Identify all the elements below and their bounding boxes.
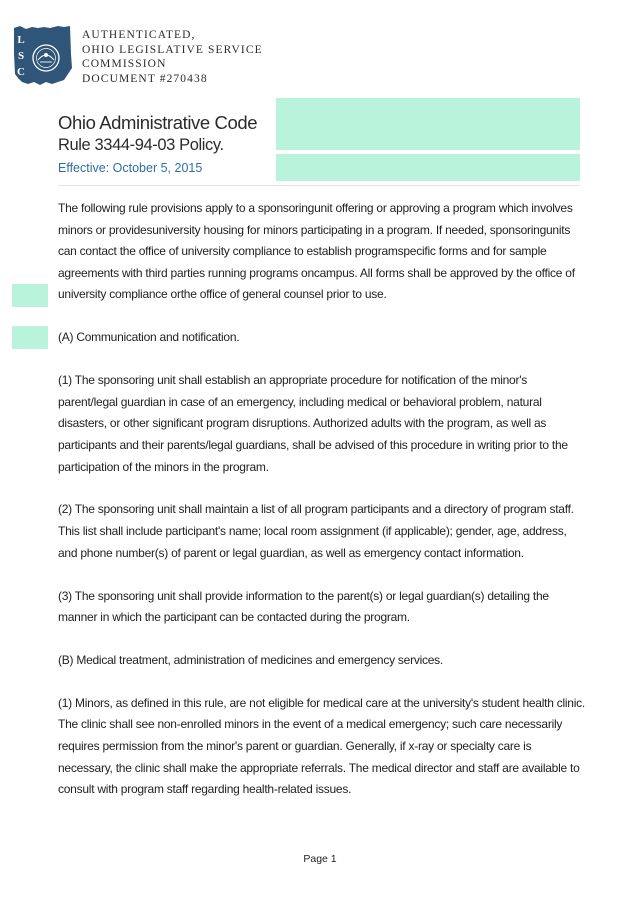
auth-line: COMMISSION — [82, 58, 167, 71]
page-number: Page 1 — [303, 853, 337, 865]
title-block — [58, 112, 257, 175]
lsc-seal-logo — [12, 24, 74, 86]
highlight-box — [276, 98, 580, 150]
paragraph-a2: (2) The sponsoring unit shall maintain a list of all program participants and a directory of program staff. This list shall include participant's name; local room assignment (if applicable); gender, age, address, and phone number(s) of parent or legal guardian, as well as emergency contact information. — [58, 502, 574, 560]
seal-letter-c: C — [17, 66, 25, 78]
code-title: Ohio Administrative Code — [58, 112, 258, 133]
paragraph-a1: (1) The sponsoring unit shall establish an appropriate procedure for notification of the minor's parent/legal guardian in case of an emergency, including medical or behavioral problem, natural disasters, or other significant program disruptions. Authorized adults with the program, as well as participants and their parents/legal guardians, shall be advised of this procedure in writing prior to the participation of the minors in the program. — [58, 373, 568, 474]
highlight-box — [12, 326, 48, 349]
seal-letter-l: L — [17, 34, 25, 46]
paragraph-section-a: (A) Communication and notification. — [58, 330, 240, 345]
paragraph-a3: (3) The sponsoring unit shall provide information to the parent(s) or legal guardian(s) detailing the manner in which the participant can be contacted during the program. — [58, 588, 549, 625]
rule-body — [58, 198, 588, 822]
auth-line: OHIO LEGISLATIVE SERVICE — [82, 43, 263, 56]
seal-letter-s: S — [17, 50, 25, 62]
highlight-box — [12, 284, 48, 307]
paragraph-section-b: (B) Medical treatment, administration of medicines and emergency services. — [58, 652, 443, 667]
authentication-block — [82, 28, 263, 86]
divider — [58, 185, 580, 186]
auth-line: AUTHENTICATED, — [82, 29, 196, 41]
document-number: DOCUMENT #270438 — [82, 72, 208, 85]
effective-date: Effective: October 5, 2015 — [58, 161, 203, 175]
paragraph-b1: (1) Minors, as defined in this rule, are not eligible for medical care at the university's student health clinic. The clinic shall see non-enrolled minors in the event of a medical emergency; such care necessarily requires permission from the minor's parent or guardian. Generally, if x-ray or specialty care is necessary, the clinic shall make the appropriate referrals. The medical director and staff are available to consult with program staff regarding health-related issues. — [58, 695, 585, 797]
paragraph-intro: The following rule provisions apply to a sponsoringunit offering or approving a program which involves minors or providesuniversity housing for minors participating in a program. If needed, sponsoringunits can contact the office of university compliance to establish programspecific forms and for sample agreements with third parties running programs oncampus. All forms shall be approved by the office of university compliance orthe office of general counsel prior to use. — [58, 201, 575, 302]
rule-title: Rule 3344-94-03 Policy. — [58, 136, 224, 154]
highlight-box — [276, 154, 580, 181]
